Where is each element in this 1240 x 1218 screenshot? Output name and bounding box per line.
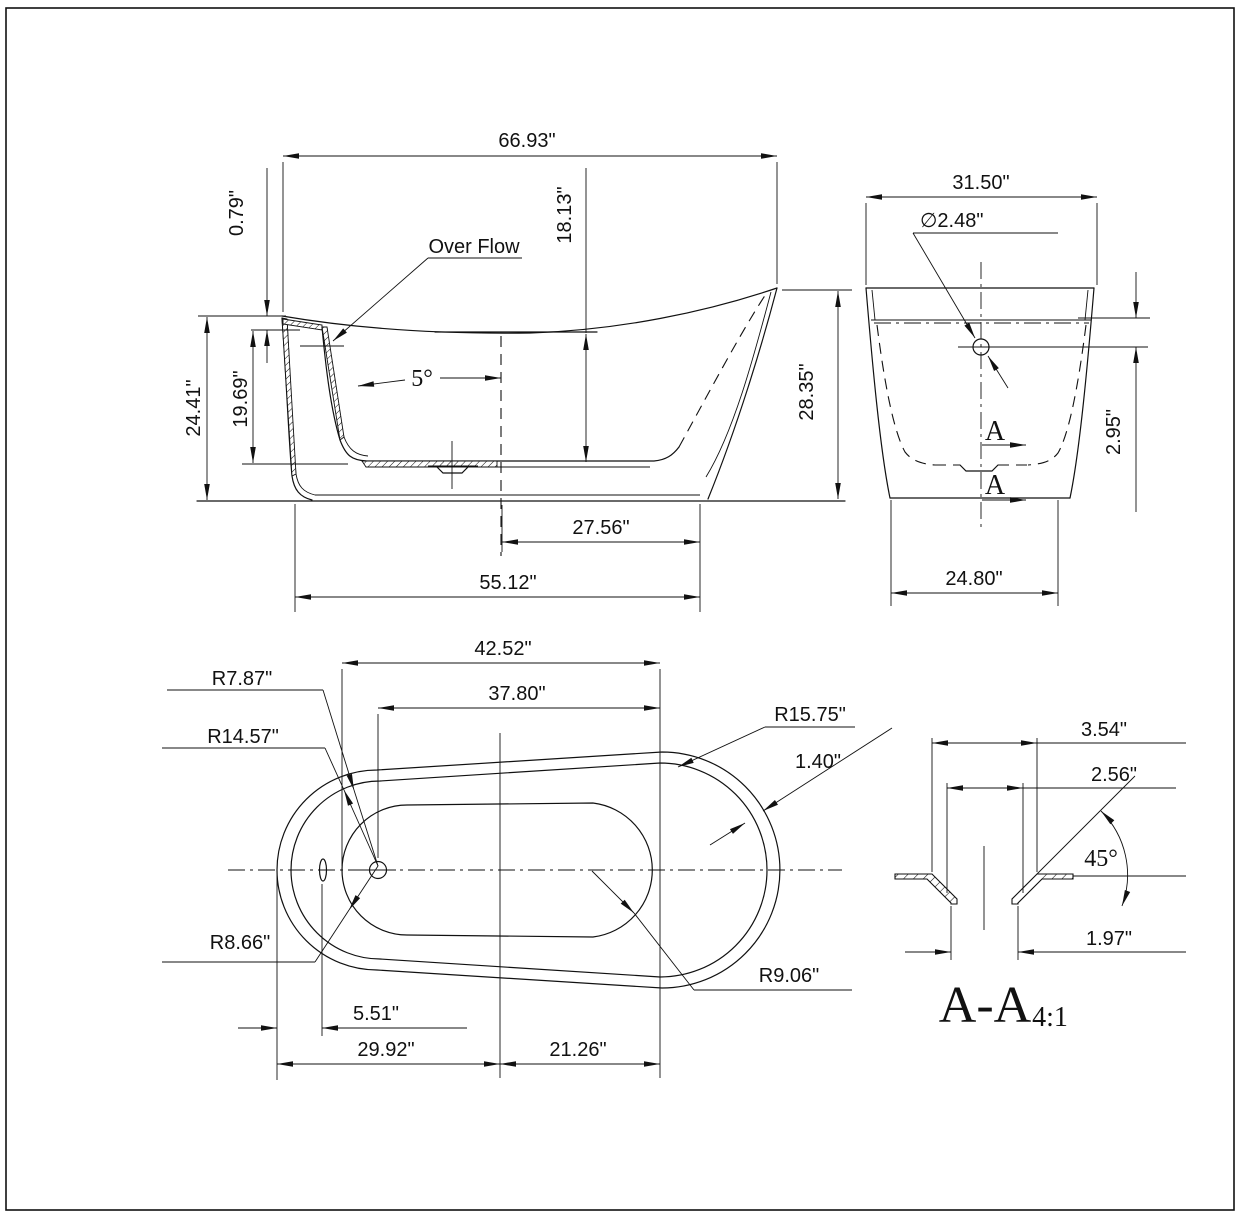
radius-basin-end-text: R7.87" bbox=[211, 668, 273, 690]
overflow-dia-leader-upper bbox=[913, 233, 975, 338]
r1575-leader bbox=[678, 727, 765, 767]
angle-chamfer-text: 45° bbox=[1084, 846, 1118, 872]
detail-scale-text: 4:1 bbox=[1032, 1002, 1068, 1033]
side-floor-top bbox=[362, 447, 679, 461]
dim-drain-from-right-text: 21.26" bbox=[549, 1039, 607, 1061]
dim-overall-height-text: 24.41" bbox=[183, 379, 205, 437]
dim-total-length-text: 66.93" bbox=[498, 130, 556, 152]
r787-leader-arrow bbox=[323, 690, 354, 790]
end-left-outer bbox=[866, 288, 890, 498]
side-inner-wall-hatch bbox=[322, 327, 344, 440]
dim-overflow-offset-text: 5.51" bbox=[352, 1003, 400, 1025]
plan-view bbox=[162, 638, 892, 1080]
dim-basin-length-text: 42.52" bbox=[474, 638, 532, 660]
dim-back-height-text: 28.35" bbox=[796, 363, 818, 421]
side-drain-recess bbox=[437, 467, 468, 473]
detail-section-view bbox=[895, 719, 1186, 1034]
section-a-upper-text: A bbox=[984, 416, 1006, 447]
radius-corner-text: R8.66" bbox=[209, 932, 271, 954]
dim-water-depth-text: 18.13" bbox=[554, 186, 576, 244]
r1457-leader-arrow bbox=[344, 790, 378, 866]
overflow-dia-leader-lower bbox=[988, 356, 1008, 388]
rimwidth-leader-lower bbox=[710, 823, 745, 845]
radius-outer-right-text: R15.75" bbox=[774, 704, 846, 726]
end-rim-right-return bbox=[1085, 290, 1088, 320]
side-left-wall-hatch bbox=[282, 318, 296, 476]
dim-top-width-text: 31.50" bbox=[952, 172, 1010, 194]
detail-left-flange bbox=[895, 874, 957, 904]
dim-interior-depth-text: 19.69" bbox=[230, 370, 252, 428]
dim-overflow-dia-text: ∅2.48" bbox=[920, 210, 984, 232]
angle-leader-left bbox=[358, 380, 405, 386]
dim-base-offset-text: 27.56" bbox=[572, 517, 630, 539]
detail-right-flange bbox=[1012, 874, 1073, 904]
dim-chamfer-dia-text: 2.56" bbox=[1090, 764, 1138, 786]
overflow-label: Over Flow bbox=[428, 236, 520, 258]
side-elevation-view bbox=[183, 130, 852, 612]
dim-overflow-depth-text: 2.95" bbox=[1103, 408, 1125, 456]
section-a-lower-text: A bbox=[984, 470, 1006, 501]
wall-angle-text: 5° bbox=[411, 366, 433, 392]
r906-leader-tail bbox=[634, 913, 694, 990]
end-left-hidden-wall bbox=[877, 325, 935, 465]
dim-base-length-text: 55.12" bbox=[479, 572, 537, 594]
r1457-leader-tail bbox=[325, 748, 344, 790]
dim-drain-length-text: 37.80" bbox=[488, 683, 546, 705]
dim-flange-dia-text: 3.54" bbox=[1080, 719, 1128, 741]
dim-drain-from-left-text: 29.92" bbox=[357, 1039, 415, 1061]
dim-base-width-text: 24.80" bbox=[945, 568, 1003, 590]
r906-leader-arrow bbox=[592, 871, 634, 913]
dim-drain-dia-text: 1.97" bbox=[1085, 928, 1133, 950]
end-right-outer bbox=[1070, 288, 1094, 498]
side-rear-outer-edge bbox=[708, 288, 777, 499]
end-right-hidden-wall bbox=[1028, 325, 1086, 465]
radius-basin-right-text: R9.06" bbox=[758, 965, 820, 987]
dim-rim-width-text: 1.40" bbox=[794, 751, 842, 773]
r866-leader-arrow bbox=[349, 866, 378, 910]
end-elevation-view bbox=[866, 172, 1150, 606]
radius-inner-left-text: R14.57" bbox=[207, 726, 279, 748]
side-rim-top-curve bbox=[282, 288, 777, 333]
end-rim-left-return bbox=[872, 290, 875, 320]
side-rear-inner-edge bbox=[706, 292, 771, 477]
detail-title-text: A-A bbox=[938, 977, 1032, 1034]
dim-rim-thickness-text: 0.79" bbox=[226, 189, 248, 237]
